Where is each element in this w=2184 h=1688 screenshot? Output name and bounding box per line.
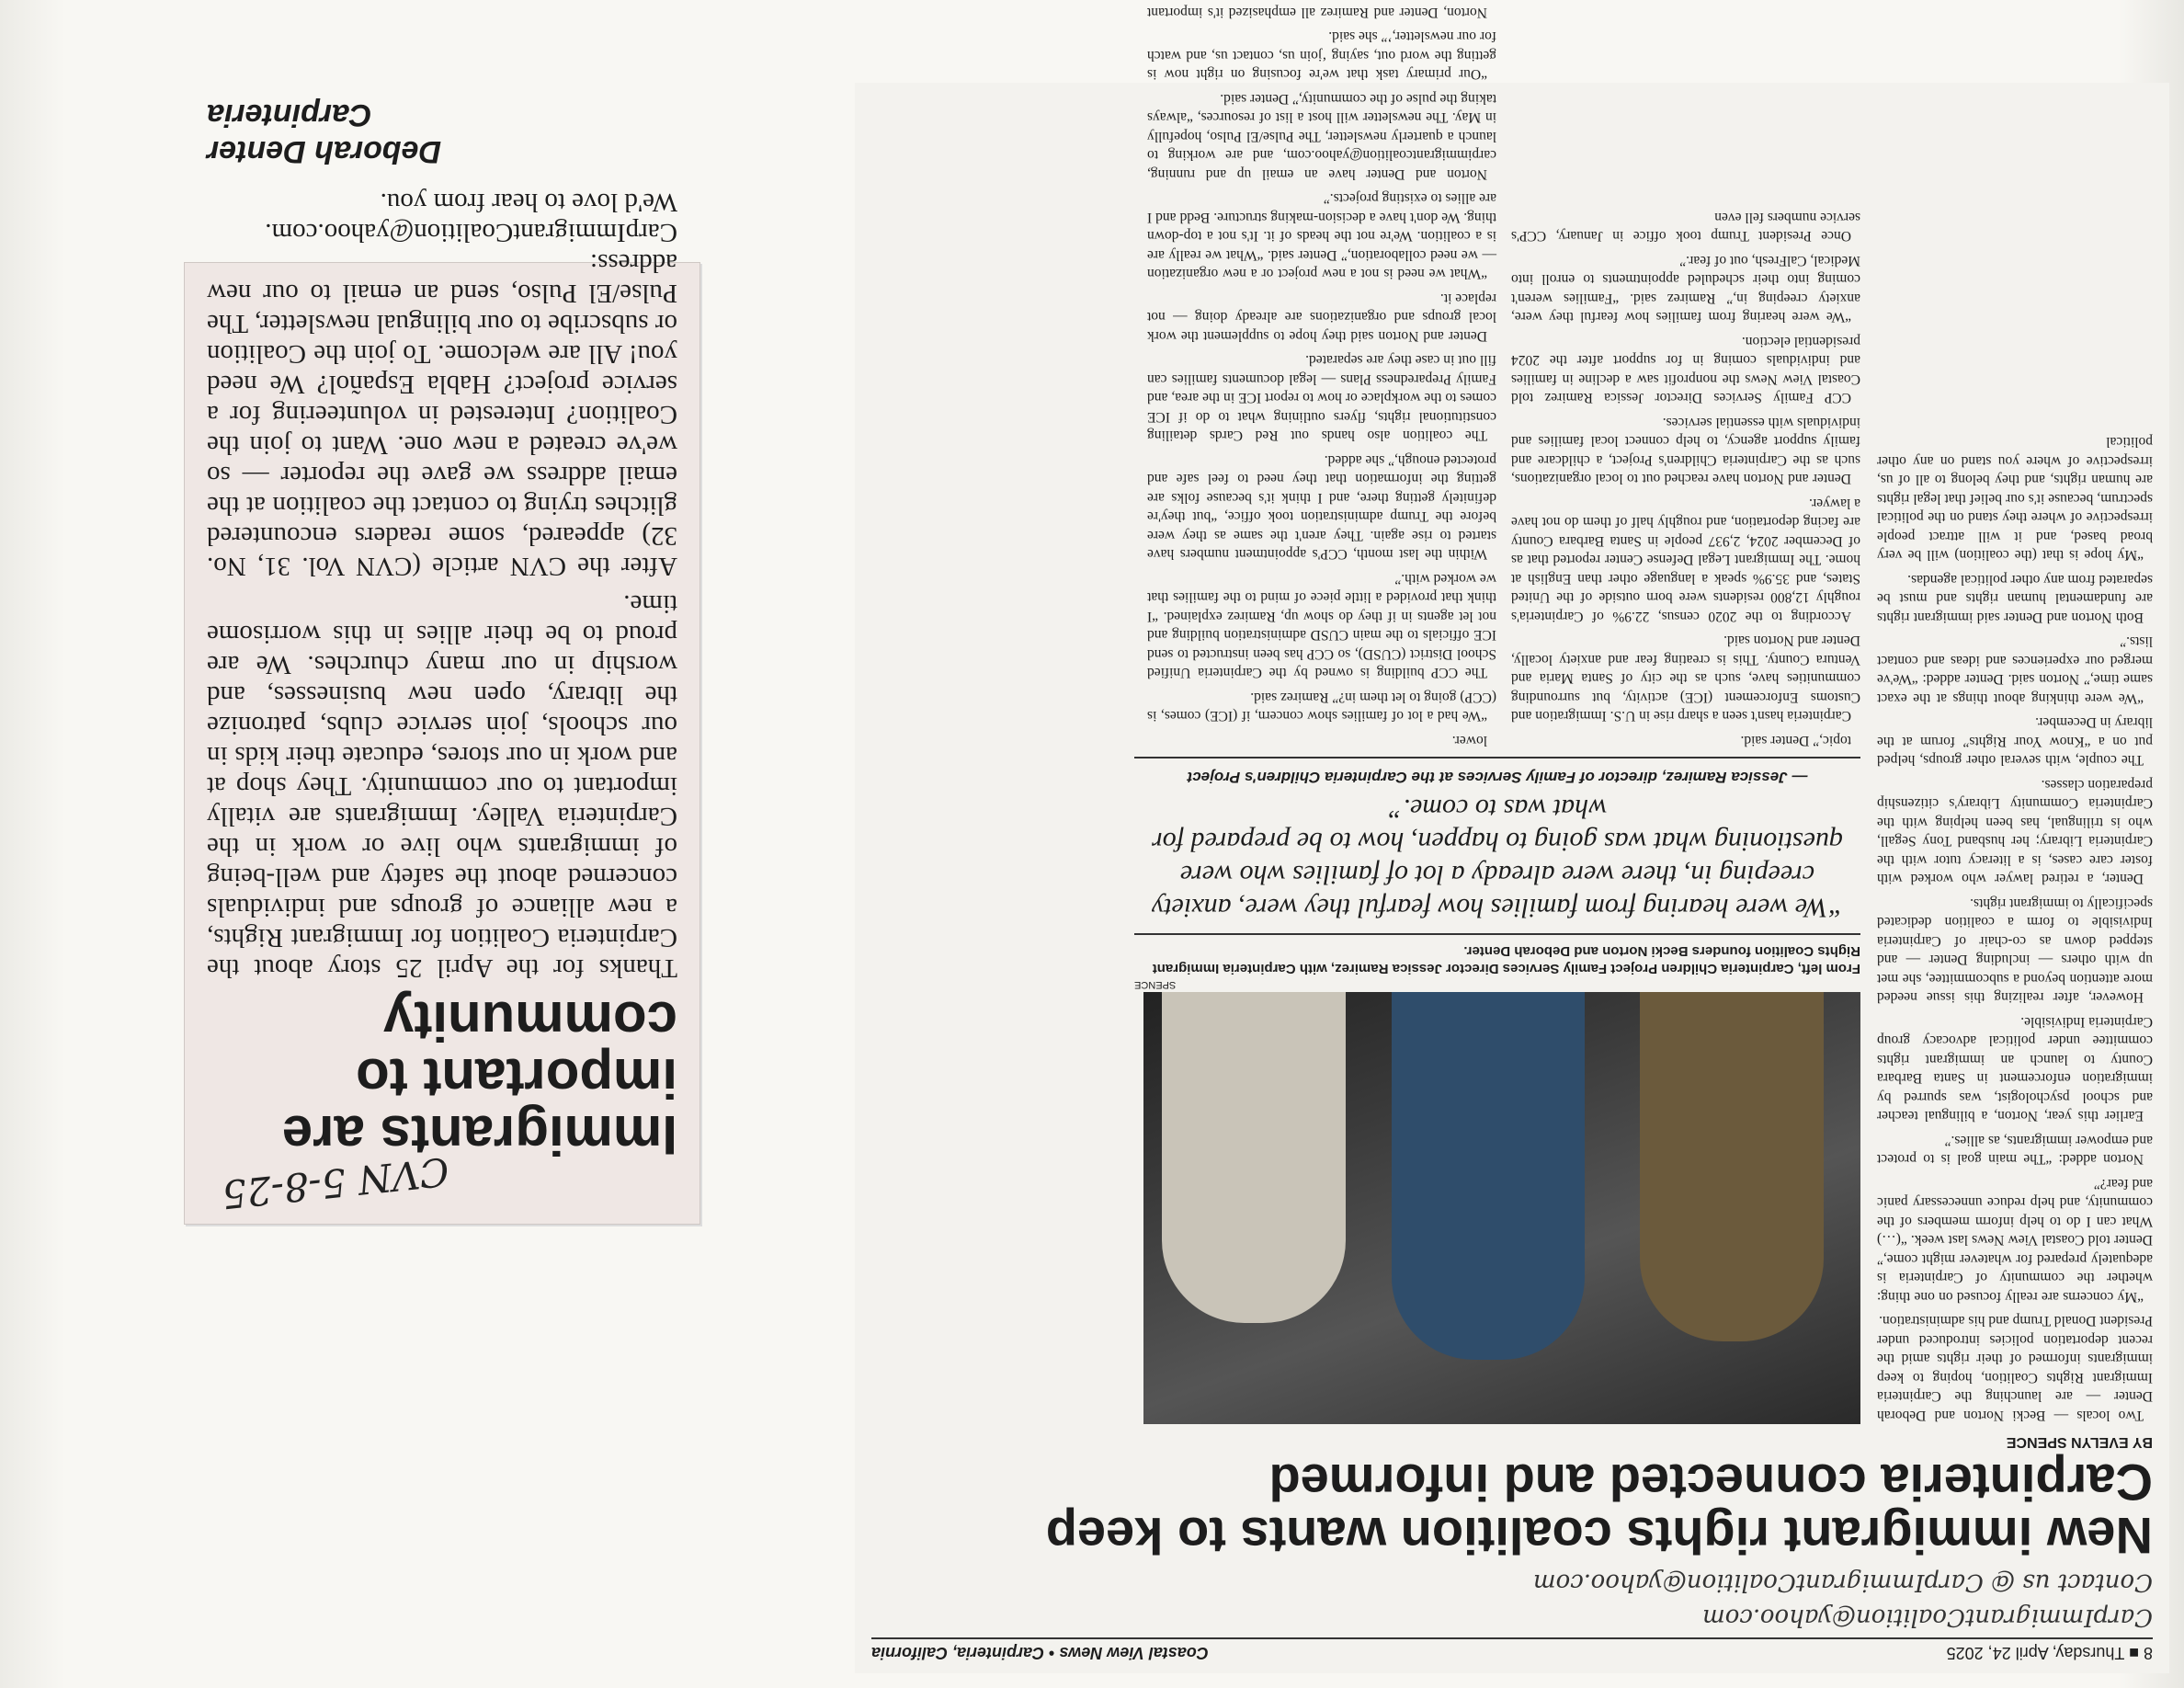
letter-signature-place: Carpinteria bbox=[207, 97, 372, 132]
page-masthead bbox=[871, 1637, 2153, 1662]
col2-paragraph: “We were hearing from families how fearful they were, anxiety creeping in,” Ramirez said. “Families weren't coming into their scheduled appointments to enroll into Medical, CalFresh, out of fear.” bbox=[1511, 253, 1860, 325]
letter-clipping bbox=[184, 97, 700, 1225]
col1-paragraph: Norton added: “The main goal is to protect and empower immigrants, as allies.” bbox=[1877, 1133, 2153, 1168]
col1-paragraph: The couple, with several other groups, helped put on a “Know Your Rights” forum at the library in December. bbox=[1877, 714, 2153, 769]
col3-paragraph: “What we need is not a new project or a new organization — we need collaboration,” Denter said. “What we really are is a coalition. We're not the heads of it. It's not a top-down thing. We don't have a decision-making structure. Bedd and I are allies to existing projects.” bbox=[1147, 190, 1496, 282]
page-date-block: 8 ■ Thursday, April 24, 2025 bbox=[1946, 1644, 2153, 1662]
letter-clipping-inner bbox=[185, 97, 700, 1224]
col3-paragraph: lower. bbox=[1451, 733, 1487, 748]
article-photo bbox=[1143, 992, 1860, 1424]
col1-paragraph: “My hope is that (the coalition) will be very broad based, and it will attract people irrespective of where they stand on the political spectrum, because it's our belief that legal rights are human rights, and they belong to all of us, irrespective of where you stand on any other political bbox=[1877, 434, 2153, 564]
letter-paragraph-1: Thanks for the April 25 story about the Carpinteria Coalition for Immigrant Rights, a new alliance of groups and individuals concerned about the safety and well-being of immigrants who live or work in the Carpinteria Valley. Immigrants are vitally important to our community. They shop at and work in our stores, educate their kids in our schools, join service clubs, patronize the library, open new businesses, and worship in our many churches. We are proud to be their allies in this worrisome time. bbox=[207, 589, 677, 983]
col3-paragraph: Within the last month, CCP's appointment numbers have started to rise again. They aren't the same as they were before the Trump administration took office, “but they're definitely getting there, and I think it's because folks are getting the information that they need to feel safe and protected enough,” she added. bbox=[1147, 452, 1496, 563]
page-number: 8 bbox=[2143, 1644, 2153, 1662]
pull-quote bbox=[1134, 757, 1860, 935]
article-byline: BY EVELYN SPENCE bbox=[2006, 1434, 2153, 1450]
newspaper-page bbox=[855, 5, 2169, 1673]
letter-handwritten-note: CVN 5-8-25 bbox=[220, 1148, 451, 1217]
col3-paragraph: Norton and Denter have an email up and running, carpimmigrantcoalition@yahoo.com, and are working to launch a quarterly newsletter, The Pulse/El Pulso, hopefully in May. The newsletter will host a list of resources, “always taking the pulse of the community,” Denter said. bbox=[1147, 91, 1496, 182]
paper-name: Coastal View News • Carpinteria, California bbox=[871, 1644, 1209, 1662]
col3-paragraph: “We had a lot of families show concern, if (ICE) comes, is (CCP) going to let them in?” Ramirez said. bbox=[1147, 690, 1496, 724]
article-headline: New immigrant rights coalition wants to keep Carpinteria connected and informed bbox=[1045, 1454, 2153, 1565]
col3-paragraph: “Our primary task that we're focusing on right now is getting the word out, saying ‘join us, contact us, and watch for our newsletter,’” she said. bbox=[1147, 29, 1496, 83]
article-middle bbox=[1134, 0, 1860, 1424]
col3-paragraph: Denter and Norton said they hope to supplement the work local groups and organizations are already doing — not replace it. bbox=[1147, 291, 1496, 344]
col2-paragraph: Carpinteria hasn't seen a sharp rise in U.S. Immigration and Customs Enforcement (ICE) activity, but surrounding communities have, such as the city of Santa Maria and Ventura County. This is creating fear and anxiety locally, Denter and Norton said. bbox=[1511, 633, 1860, 724]
letter-signature-block bbox=[207, 97, 677, 170]
handwritten-contact-note: Contact us @ CarpImmigrantCoalition@yahoo.com bbox=[1532, 1568, 2153, 1596]
col3-paragraph: The coalition also hands out Red Cards detailing constitutional rights, flyers outlining what to do if ICE comes to the workplace or how to report ICE in the area, and Family Preparedness Plans — legal documents families can fill out in case they are separated. bbox=[1147, 352, 1496, 444]
letter-signature: Deborah Denter bbox=[207, 134, 442, 169]
photo-person-center bbox=[1392, 992, 1585, 1360]
article-column-3 bbox=[1147, 0, 1496, 749]
page-date: Thursday, April 24, 2025 bbox=[1946, 1644, 2125, 1662]
col1-paragraph: Earlier this year, Norton, a bilingual teacher and school psychologist, was spurred by immigration enforcement in Santa Barbara County to launch an immigrant rights committee under political advocacy group Carpinteria Indivisible. bbox=[1877, 1014, 2153, 1124]
col1-paragraph: “My concerns are really focused on one thing: whether the community of Carpinteria is adequately prepared for whatever might come,” Denter told Coastal View News last week. “(…) What can I do to help inform members of the community, and help reduce unnecessary panic and fear?” bbox=[1877, 1176, 2153, 1305]
letter-paragraph-2: After the CVN article (CVN Vol. 31, No. 32) appeared, some readers encountered glitches trying to contact the coalition at the email address we gave the reporter — so we've created a new one. Want to join the Coalition? Interested in volunteering for a service project? Habla Español? We need you! All are welcome. To join the Coalition or subscribe to our bilingual newsletter, The Pulse/El Pulso, send an email to our new address: CarpImmigrantCoalition@yahoo.com. We'd love to hear from you. bbox=[207, 188, 677, 581]
article-middle-columns bbox=[1134, 0, 1860, 749]
col3-paragraph: Norton, Denter and Ramirez all emphasized it's important bbox=[1147, 5, 1487, 20]
photo-credit: SPENCE bbox=[1134, 979, 1177, 990]
col1-paragraph: Denter, a retired lawyer who worked with foster care cases, is a literacy tutor with the Carpinteria Library; her husband Tony Segall, who is trilingual, has been helping with the Carpinteria Community Library's citizenship preparation classes. bbox=[1877, 777, 2153, 887]
col1-paragraph: Two locals — Becki Norton and Deborah Denter — are launching the Carpinteria Immigrant Rights Coalition, hoping to keep immigrants informed of their rights amid the recent deportation policies introduced under President Donald Trump and his administration. bbox=[1877, 1313, 2153, 1423]
col1-paragraph: Both Norton and Denter said immigrant rights are fundamental human rights and must be separated from any other political agendas. bbox=[1877, 572, 2153, 625]
photo-person-right bbox=[1162, 992, 1346, 1323]
col3-paragraph: The CCP building is owned by the Carpinteria Unified School District (CUSD), so CCP has been instructed to send ICE officials to the main CUSD administration building and not let agents in if they do show up, Ramirez explained. “I think that provided a little piece of mind to the families that we worked with.” bbox=[1147, 571, 1496, 681]
handwritten-email-note: CarpImmigrantCoalition@yahoo.com bbox=[1702, 1603, 2153, 1631]
article-column-2 bbox=[1511, 0, 1860, 749]
col2-paragraph: Denter and Norton have reached out to local organizations, such as the Carpinteria Children's Project, a childcare and family support agency, to help connect local families and individuals with essential services. bbox=[1511, 415, 1860, 487]
col1-paragraph: However, after realizing this issue needed more attention beyond a subcommittee, she met up with others — including Denter — and stepped down as co-chair of Carpinteria Indivisible to form a coalition dedicated specifically to immigrant rights. bbox=[1877, 895, 2153, 1006]
photo-person-left bbox=[1640, 992, 1824, 1341]
photo-caption: From left, Carpinteria Children Project Family Services Director Jessica Ramirez, with Carpinteria Immigrant Rights Coalition founders Becki Norton and Deborah Denter. bbox=[1152, 943, 1860, 976]
col2-paragraph: topic,” Denter said. bbox=[1740, 733, 1851, 748]
col2-paragraph: CCP Family Services Director Jessica Ramirez told Coastal View News the nonprofit saw a decline in families and individuals coming in for support after the 2024 presidential election. bbox=[1511, 334, 1860, 406]
newspaper-page-inner bbox=[855, 5, 2169, 1673]
pull-quote-attribution: — Jessica Ramirez, director of Family Services at the Carpinteria Children's Project bbox=[1187, 769, 1808, 786]
col1-paragraph: “We were thinking about things at the exact same time,” Norton said. Denter added: “We've merged our experiences and ideas and contact lists.” bbox=[1877, 633, 2153, 706]
col2-paragraph: Once President Trump took office in January, CCP's service numbers fell even bbox=[1511, 210, 1860, 245]
article-column-1 bbox=[1877, 0, 2153, 1424]
letter-headline: Immigrants are important to community bbox=[281, 990, 677, 1166]
col2-paragraph: According to the 2020 census, 22.9% of Carpinteria's roughly 12,800 residents were born outside of the United States, and 35.9% speak a language other than English at home. The Immigrant Legal Defense Center reported that as of December 2024, 2,937 people in Santa Barbara County are facing deportation, and roughly half of them do not have a lawyer. bbox=[1511, 496, 1860, 624]
pull-quote-text: “We were hearing from families how fearful they were, anxiety creeping in, there were already a lot of families who were questioning what was going to happen, how to be prepared for what was to come.” bbox=[1151, 793, 1844, 923]
article-columns bbox=[871, 0, 2153, 1424]
